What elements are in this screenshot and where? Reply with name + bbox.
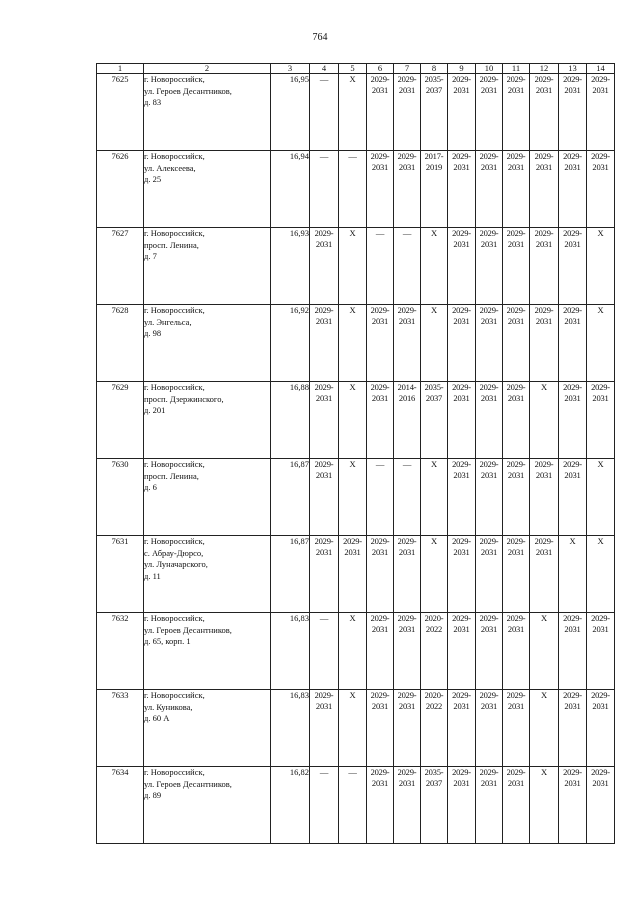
period-cell: — (367, 228, 394, 305)
address-line: ул. Героев Десантников, (144, 624, 232, 635)
column-header: 8 (421, 64, 448, 74)
address-line: ул. Куникова, (144, 701, 193, 712)
address-cell (144, 228, 271, 305)
column-header: 3 (271, 64, 310, 74)
period-cell: Х (421, 228, 448, 305)
period-cell: 2029- 2031 (310, 690, 339, 767)
period-cell: Х (339, 382, 367, 459)
period-cell: — (367, 459, 394, 536)
period-cell: Х (339, 305, 367, 382)
row-number: 7633 (97, 690, 144, 767)
column-header: 10 (476, 64, 503, 74)
period-cell: 2029- 2031 (587, 382, 615, 459)
period-cell: 2029- 2031 (394, 305, 421, 382)
period-cell: 2035- 2037 (421, 74, 448, 151)
period-cell: 2029- 2031 (310, 536, 339, 613)
period-cell: 2029- 2031 (503, 305, 530, 382)
address-line: г. Новороссийск, (144, 536, 205, 546)
row-number: 7626 (97, 151, 144, 228)
period-cell: 2029- 2031 (339, 536, 367, 613)
address-line: просп. Ленина, (144, 239, 199, 250)
period-cell: 2029- 2031 (367, 690, 394, 767)
area-cell: 16,94 (271, 151, 310, 228)
address-line: д. 83 (144, 97, 162, 107)
table-row (97, 151, 615, 228)
period-cell: 2029- 2031 (530, 305, 559, 382)
period-cell: — (310, 613, 339, 690)
address-cell (144, 767, 271, 844)
address-line: д. 98 (144, 328, 162, 338)
address-cell (144, 536, 271, 613)
period-cell: Х (421, 305, 448, 382)
period-cell: 2029- 2031 (448, 382, 476, 459)
period-cell: — (310, 74, 339, 151)
period-cell: Х (530, 767, 559, 844)
address-line: г. Новороссийск, (144, 305, 205, 315)
row-number: 7632 (97, 613, 144, 690)
address-line: ул. Алексеева, (144, 162, 196, 173)
address-cell (144, 74, 271, 151)
period-cell: 2017- 2019 (421, 151, 448, 228)
address-line: д. 65, корп. 1 (144, 636, 191, 646)
address-line: ул. Энгельса, (144, 316, 192, 327)
period-cell: 2029- 2031 (559, 305, 587, 382)
address-line: г. Новороссийск, (144, 767, 205, 777)
period-cell: 2029- 2031 (559, 74, 587, 151)
period-cell: 2035- 2037 (421, 382, 448, 459)
period-cell: 2029- 2031 (367, 536, 394, 613)
row-number: 7625 (97, 74, 144, 151)
period-cell: Х (339, 613, 367, 690)
area-cell: 16,87 (271, 536, 310, 613)
period-cell: 2029- 2031 (448, 690, 476, 767)
column-header: 9 (448, 64, 476, 74)
period-cell: 2029- 2031 (367, 74, 394, 151)
period-cell: 2029- 2031 (476, 74, 503, 151)
period-cell: 2020- 2022 (421, 613, 448, 690)
period-cell: 2029- 2031 (476, 767, 503, 844)
period-cell: 2029- 2031 (476, 459, 503, 536)
address-line: г. Новороссийск, (144, 690, 205, 700)
period-cell: 2029- 2031 (503, 382, 530, 459)
period-cell: 2029- 2031 (503, 459, 530, 536)
period-cell: — (310, 767, 339, 844)
address-line: д. 201 (144, 405, 166, 415)
period-cell: 2020- 2022 (421, 690, 448, 767)
period-cell: 2029- 2031 (476, 305, 503, 382)
period-cell: — (339, 767, 367, 844)
period-cell: 2029- 2031 (559, 767, 587, 844)
period-cell: 2035- 2037 (421, 767, 448, 844)
period-cell: Х (421, 536, 448, 613)
period-cell: Х (587, 228, 615, 305)
address-line: д. 60 А (144, 713, 170, 723)
period-cell: 2029- 2031 (476, 228, 503, 305)
address-line: д. 11 (144, 570, 161, 581)
header-row (97, 64, 615, 74)
address-line: г. Новороссийск, (144, 74, 205, 84)
period-cell: 2029- 2031 (448, 228, 476, 305)
address-line: с. Абрау-Дюрсо, (144, 547, 204, 558)
address-line: г. Новороссийск, (144, 151, 205, 161)
address-cell (144, 305, 271, 382)
period-cell: Х (587, 305, 615, 382)
period-cell: Х (530, 382, 559, 459)
period-cell: 2029- 2031 (530, 151, 559, 228)
table-row (97, 459, 615, 536)
period-cell: 2029- 2031 (503, 690, 530, 767)
address-line: д. 7 (144, 251, 157, 261)
address-cell (144, 382, 271, 459)
period-cell: Х (339, 228, 367, 305)
period-cell: 2029- 2031 (503, 74, 530, 151)
period-cell: Х (530, 690, 559, 767)
address-line: просп. Дзержинского, (144, 393, 224, 404)
address-line: ул. Героев Десантников, (144, 778, 232, 789)
row-number: 7628 (97, 305, 144, 382)
address-line: ул. Героев Десантников, (144, 85, 232, 96)
period-cell: 2029- 2031 (503, 767, 530, 844)
period-cell: 2029- 2031 (394, 613, 421, 690)
period-cell: 2029- 2031 (367, 613, 394, 690)
address-line: просп. Ленина, (144, 470, 199, 481)
address-line: д. 6 (144, 482, 157, 492)
column-header: 12 (530, 64, 559, 74)
column-header: 13 (559, 64, 587, 74)
period-cell: 2029- 2031 (448, 613, 476, 690)
period-cell: 2029- 2031 (559, 151, 587, 228)
period-cell: 2029- 2031 (559, 613, 587, 690)
period-cell: 2029- 2031 (448, 459, 476, 536)
period-cell: 2029- 2031 (503, 536, 530, 613)
table-row (97, 767, 615, 844)
area-cell: 16,82 (271, 767, 310, 844)
period-cell: 2029- 2031 (587, 690, 615, 767)
period-cell: 2029- 2031 (503, 613, 530, 690)
period-cell: 2029- 2031 (530, 74, 559, 151)
period-cell: 2029- 2031 (310, 459, 339, 536)
table-row (97, 74, 615, 151)
period-cell: 2029- 2031 (476, 613, 503, 690)
row-number: 7630 (97, 459, 144, 536)
address-line: г. Новороссийск, (144, 382, 205, 392)
period-cell: 2029- 2031 (394, 767, 421, 844)
period-cell: — (339, 151, 367, 228)
row-number: 7634 (97, 767, 144, 844)
area-cell: 16,95 (271, 74, 310, 151)
address-line: ул. Луначарского, (144, 559, 208, 569)
address-cell (144, 459, 271, 536)
period-cell: 2029- 2031 (503, 228, 530, 305)
period-cell: 2029- 2031 (476, 382, 503, 459)
period-cell: 2029- 2031 (367, 151, 394, 228)
period-cell: 2029- 2031 (559, 690, 587, 767)
period-cell: Х (421, 459, 448, 536)
area-cell: 16,88 (271, 382, 310, 459)
column-header: 6 (367, 64, 394, 74)
table-row (97, 690, 615, 767)
address-line: г. Новороссийск, (144, 613, 205, 623)
period-cell: 2029- 2031 (476, 690, 503, 767)
period-cell: 2029- 2031 (587, 767, 615, 844)
period-cell: 2029- 2031 (587, 151, 615, 228)
column-header: 14 (587, 64, 615, 74)
row-number: 7631 (97, 536, 144, 613)
period-cell: 2029- 2031 (559, 459, 587, 536)
period-cell: 2029- 2031 (530, 536, 559, 613)
address-cell (144, 613, 271, 690)
column-header: 1 (97, 64, 144, 74)
area-cell: 16,83 (271, 613, 310, 690)
period-cell: 2029- 2031 (448, 151, 476, 228)
period-cell: 2029- 2031 (448, 767, 476, 844)
column-header: 7 (394, 64, 421, 74)
period-cell: Х (339, 459, 367, 536)
period-cell: 2029- 2031 (559, 228, 587, 305)
period-cell: 2029- 2031 (530, 459, 559, 536)
period-cell: 2029- 2031 (310, 382, 339, 459)
period-cell: 2029- 2031 (310, 228, 339, 305)
column-header: 4 (310, 64, 339, 74)
area-cell: 16,87 (271, 459, 310, 536)
row-number: 7627 (97, 228, 144, 305)
address-line: д. 89 (144, 790, 162, 800)
period-cell: Х (587, 536, 615, 613)
period-cell: 2029- 2031 (476, 536, 503, 613)
column-header: 11 (503, 64, 530, 74)
area-cell: 16,83 (271, 690, 310, 767)
period-cell: 2029- 2031 (448, 536, 476, 613)
period-cell: 2029- 2031 (587, 74, 615, 151)
period-cell: 2029- 2031 (310, 305, 339, 382)
register-table (96, 63, 615, 844)
address-cell (144, 151, 271, 228)
column-header: 2 (144, 64, 271, 74)
table-row (97, 305, 615, 382)
table-row (97, 228, 615, 305)
period-cell: 2029- 2031 (367, 767, 394, 844)
address-line: д. 25 (144, 174, 162, 184)
period-cell: Х (530, 613, 559, 690)
period-cell: Х (339, 690, 367, 767)
table-row (97, 382, 615, 459)
period-cell: 2029- 2031 (367, 305, 394, 382)
period-cell: Х (587, 459, 615, 536)
period-cell: 2014- 2016 (394, 382, 421, 459)
period-cell: — (310, 151, 339, 228)
period-cell: 2029- 2031 (503, 151, 530, 228)
period-cell: 2029- 2031 (394, 536, 421, 613)
area-cell: 16,92 (271, 305, 310, 382)
period-cell: Х (559, 536, 587, 613)
period-cell: 2029- 2031 (587, 613, 615, 690)
period-cell: 2029- 2031 (559, 382, 587, 459)
address-line: г. Новороссийск, (144, 459, 205, 469)
period-cell: — (394, 228, 421, 305)
period-cell: 2029- 2031 (394, 151, 421, 228)
address-line: г. Новороссийск, (144, 228, 205, 238)
period-cell: 2029- 2031 (394, 690, 421, 767)
period-cell: 2029- 2031 (394, 74, 421, 151)
period-cell: 2029- 2031 (530, 228, 559, 305)
table-row (97, 536, 615, 613)
period-cell: 2029- 2031 (367, 382, 394, 459)
period-cell: 2029- 2031 (448, 74, 476, 151)
area-cell: 16,93 (271, 228, 310, 305)
address-cell (144, 690, 271, 767)
period-cell: — (394, 459, 421, 536)
period-cell: 2029- 2031 (448, 305, 476, 382)
page-number: 764 (312, 32, 328, 43)
column-header: 5 (339, 64, 367, 74)
period-cell: 2029- 2031 (476, 151, 503, 228)
period-cell: Х (339, 74, 367, 151)
table-row (97, 613, 615, 690)
row-number: 7629 (97, 382, 144, 459)
